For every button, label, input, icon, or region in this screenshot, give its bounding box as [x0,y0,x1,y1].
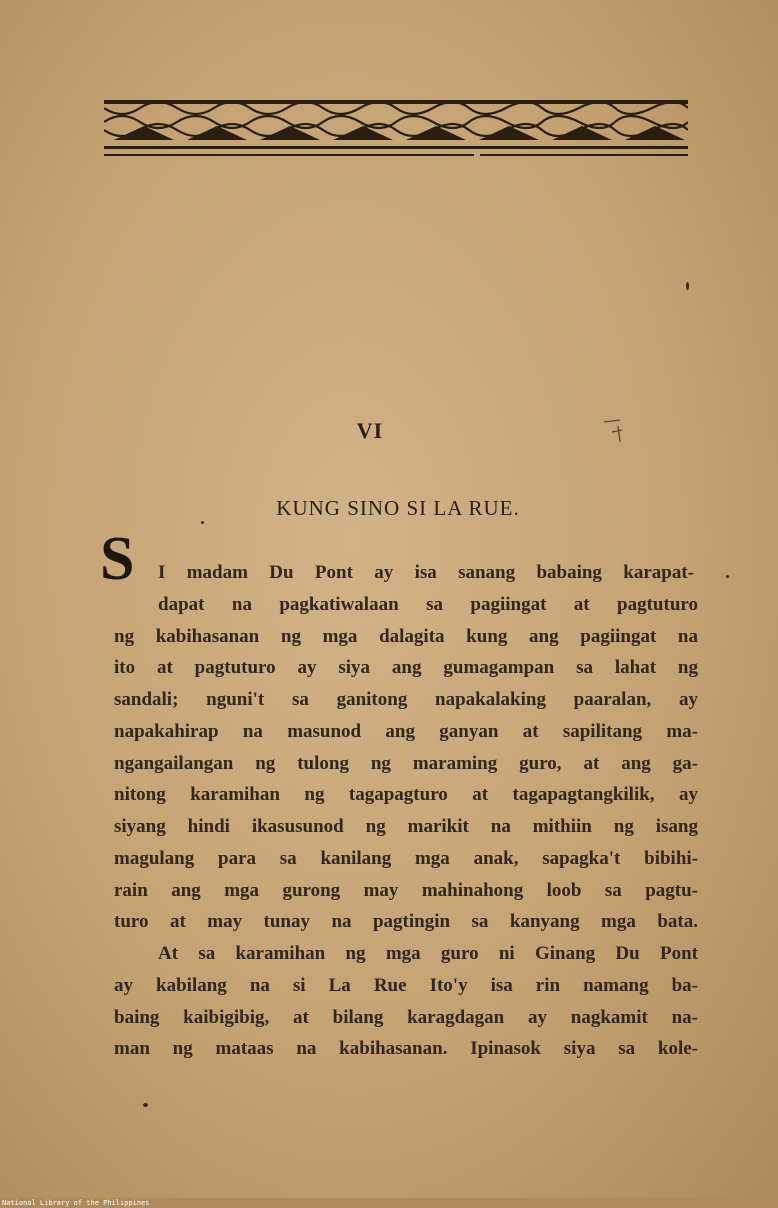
text-line: At sa karamihan ng mga guro ni Ginang Du Pont [158,943,698,964]
text-line: rain ang mga gurong may mahinahong loob sa pagtu- [114,880,698,901]
margin-pencil-mark [602,418,626,444]
text-line: turo at may tunay na pagtingin sa kanyang mga bata. [114,911,698,932]
text-line: napakahirap na masunod ang ganyan at sapilitang ma- [114,721,698,742]
paper-speck [726,575,729,578]
text-line: man ng mataas na kabihasanan. Ipinasok siya sa kole- [114,1038,698,1059]
chapter-title: KUNG SINO SI LA RUE. [276,496,520,520]
text-line: dapat na pagkatiwalaan sa pagiingat at pagtuturo [158,594,698,615]
paper-speck [201,521,204,524]
decorative-header-ornament [104,96,688,160]
text-line: ay kabilang na si La Rue Ito'y isa rin namang ba- [114,975,698,996]
text-line: ito at pagtuturo ay siya ang gumagampan sa lahat ng [114,657,698,678]
footer-credit: National Library of the Philippines [2,1199,150,1207]
text-line: nitong karamihan ng tagapagturo at tagapagtangkilik, ay [114,784,698,805]
text-line: ng kabihasanan ng mga dalagita kung ang pagiingat na [114,626,698,647]
paper-speck [143,1103,148,1107]
text-line: siyang hindi ikasusunod ng marikit na mithiin ng isang [114,816,698,837]
paper-speck [686,282,689,290]
text-line: I madam Du Pont ay isa sanang babaing karapat- [158,562,694,583]
text-line: baing kaibigibig, at bilang karagdagan ay nagkamit na- [114,1007,698,1028]
text-line: magulang para sa kanilang mga anak, sapagka't bibihi- [114,848,698,869]
drop-cap: S [100,525,135,593]
chapter-number: VI [356,418,384,443]
text-line: sandali; nguni't sa ganitong napakalaking paaralan, ay [114,689,698,710]
text-line: ngangailangan ng tulong ng maraming guro, at ang ga- [114,753,698,774]
